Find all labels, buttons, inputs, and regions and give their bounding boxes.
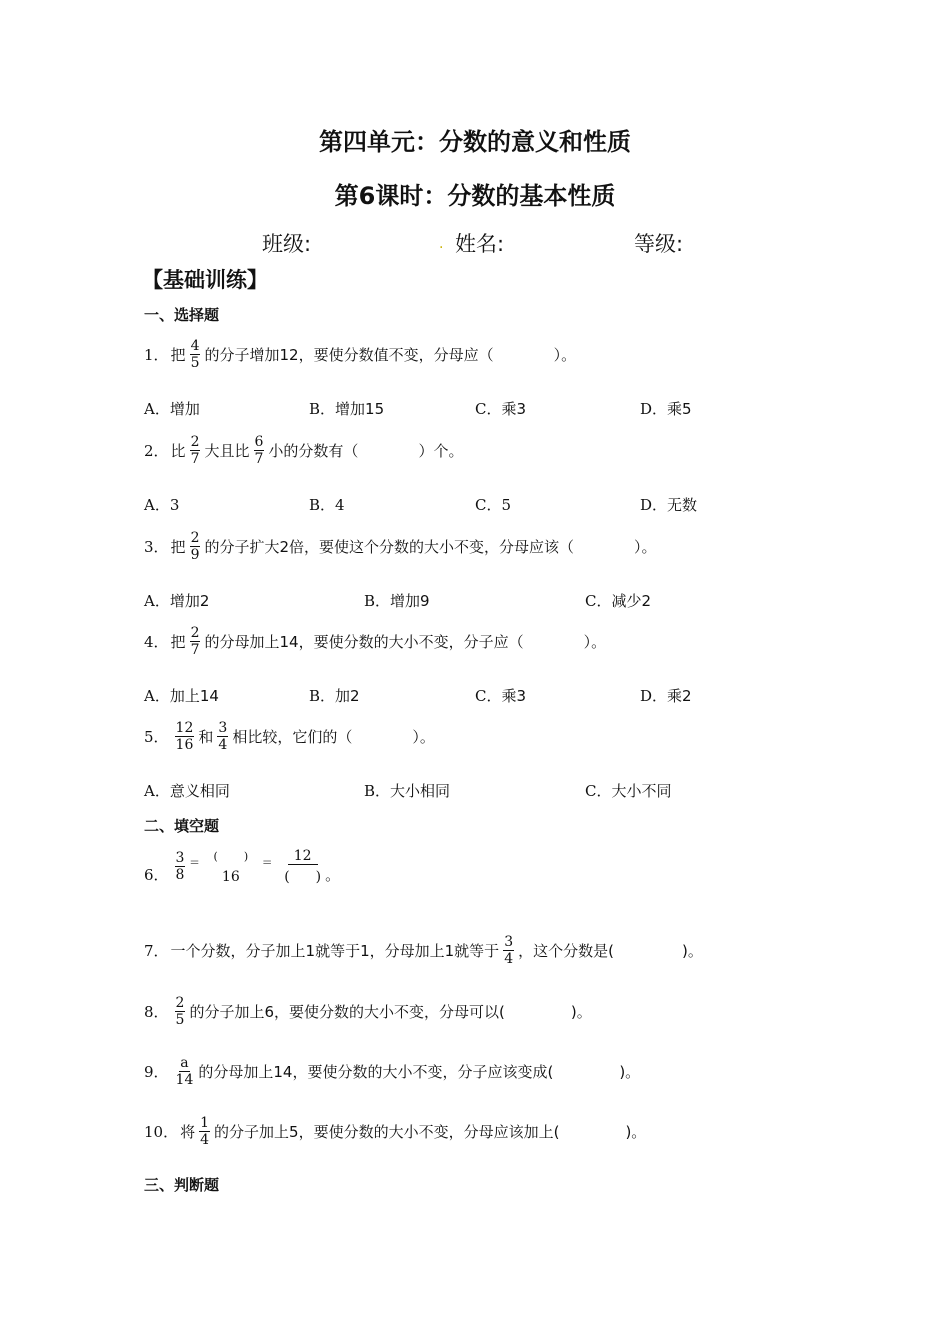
option-text: 大小不同 bbox=[611, 782, 672, 800]
fraction bbox=[175, 995, 186, 1028]
question-text: 的分母加上14，要使分数的大小不变，分子应（ bbox=[204, 633, 524, 651]
fraction-denominator: 7 bbox=[254, 451, 264, 467]
question-7 bbox=[144, 934, 703, 967]
part2-heading: 二、填空题 bbox=[144, 817, 220, 835]
fraction-numerator: 12 bbox=[288, 848, 318, 865]
option-text: 意义相同 bbox=[169, 782, 230, 800]
fraction-numerator: 3 bbox=[504, 934, 514, 950]
option-text: 3 bbox=[169, 496, 180, 514]
option-text: 乘2 bbox=[667, 687, 692, 705]
question-number: 4． bbox=[144, 633, 169, 651]
paren-open: ( bbox=[213, 849, 218, 863]
class-label: 班级: bbox=[262, 232, 312, 256]
fraction-denominator: 7 bbox=[190, 451, 200, 467]
fraction bbox=[190, 338, 201, 371]
fraction-blank-denominator bbox=[284, 848, 321, 885]
option-text: 加上14 bbox=[169, 687, 219, 705]
fraction-denominator: 14 bbox=[175, 1072, 194, 1088]
option-c[interactable] bbox=[475, 494, 511, 515]
option-b[interactable] bbox=[309, 494, 345, 515]
option-a[interactable] bbox=[144, 590, 209, 611]
fraction bbox=[503, 934, 514, 967]
question-number: 10． bbox=[144, 1123, 179, 1141]
fraction bbox=[254, 434, 265, 467]
fraction-numerator: 6 bbox=[254, 434, 264, 450]
question-4 bbox=[144, 625, 606, 658]
equals-sign: = bbox=[262, 854, 273, 869]
question-2 bbox=[144, 434, 463, 467]
question-8 bbox=[144, 995, 592, 1028]
part1-heading: 一、选择题 bbox=[144, 306, 220, 324]
question-text: 的分子加上6，要使分数的大小不变，分母可以( bbox=[189, 1003, 505, 1021]
option-label: A． bbox=[144, 782, 170, 800]
fraction bbox=[190, 434, 201, 467]
question-text: 将 bbox=[180, 1123, 196, 1141]
paren-close: ) bbox=[243, 849, 249, 863]
question-number: 7． bbox=[144, 942, 169, 960]
question-text: 把 bbox=[170, 633, 186, 651]
option-label: B． bbox=[309, 687, 336, 705]
name-label: 姓名: bbox=[455, 232, 505, 256]
part3-heading: 三、判断题 bbox=[144, 1176, 220, 1194]
question-text: 的分母加上14，要使分数的大小不变，分子应该变成( bbox=[198, 1063, 554, 1081]
option-label: A． bbox=[144, 400, 170, 418]
fraction bbox=[199, 1115, 210, 1148]
question-number: 6． bbox=[144, 866, 169, 884]
fraction bbox=[190, 625, 201, 658]
question-6 bbox=[144, 848, 340, 885]
fraction-denominator: 9 bbox=[190, 547, 200, 563]
option-text: 加2 bbox=[335, 687, 360, 705]
option-label: D． bbox=[640, 400, 668, 418]
fraction-denominator: 4 bbox=[504, 951, 514, 967]
option-text: 无数 bbox=[667, 496, 698, 514]
question-5 bbox=[144, 720, 435, 753]
fraction-denominator: 5 bbox=[190, 355, 200, 371]
fraction-denominator: 7 bbox=[190, 642, 200, 658]
option-c[interactable] bbox=[475, 685, 526, 706]
question-end: )。 bbox=[681, 942, 703, 960]
option-text: 乘5 bbox=[667, 400, 692, 418]
question-end: ）。 bbox=[412, 728, 435, 746]
fraction bbox=[217, 720, 228, 753]
option-label: D． bbox=[640, 687, 668, 705]
fraction-numerator: 3 bbox=[175, 850, 185, 866]
unit-title: 第四单元：分数的意义和性质 bbox=[319, 128, 631, 156]
option-b[interactable] bbox=[309, 398, 384, 419]
option-d[interactable] bbox=[640, 398, 692, 419]
fraction-numerator: 1 bbox=[200, 1115, 210, 1131]
paren-close: ) bbox=[315, 869, 322, 885]
option-text: 增加15 bbox=[335, 400, 385, 418]
question-end: 。 bbox=[325, 866, 341, 884]
question-number: 1． bbox=[144, 346, 169, 364]
option-a[interactable] bbox=[144, 494, 179, 515]
question-number: 3． bbox=[144, 538, 169, 556]
fraction-denominator: 16 bbox=[221, 868, 240, 885]
option-text: 减少2 bbox=[611, 592, 652, 610]
option-label: A． bbox=[144, 687, 170, 705]
fraction-numerator: 2 bbox=[190, 625, 200, 641]
fraction bbox=[175, 720, 195, 753]
option-c[interactable] bbox=[585, 590, 651, 611]
grade-label: 等级: bbox=[634, 232, 684, 256]
option-b[interactable] bbox=[364, 590, 430, 611]
option-text: 乘3 bbox=[501, 400, 527, 418]
fraction bbox=[175, 1055, 195, 1088]
fraction bbox=[190, 530, 201, 563]
question-text: 的分子加上5，要使分数的大小不变，分母应该加上( bbox=[214, 1123, 560, 1141]
separator-dot: . bbox=[439, 236, 444, 252]
question-10 bbox=[144, 1115, 646, 1148]
option-a[interactable] bbox=[144, 398, 200, 419]
option-label: C． bbox=[475, 400, 502, 418]
question-number: 5． bbox=[144, 728, 169, 746]
question-text: 大且比 bbox=[204, 442, 250, 460]
option-c[interactable] bbox=[475, 398, 526, 419]
equals-sign: = bbox=[189, 854, 200, 869]
option-label: C． bbox=[475, 496, 502, 514]
question-text: 相比较，它们的（ bbox=[232, 728, 353, 746]
option-label: C． bbox=[475, 687, 502, 705]
question-text: 比 bbox=[170, 442, 186, 460]
fraction-numerator: 3 bbox=[218, 720, 228, 736]
option-d[interactable] bbox=[640, 685, 692, 706]
option-a[interactable] bbox=[144, 685, 219, 706]
question-end: )。 bbox=[619, 1063, 641, 1081]
question-number: 8． bbox=[144, 1003, 169, 1021]
fraction-numerator: 12 bbox=[175, 720, 194, 736]
question-text: 把 bbox=[170, 346, 186, 364]
fraction-numerator: 4 bbox=[190, 338, 200, 354]
question-1 bbox=[144, 338, 576, 371]
question-end: ）。 bbox=[634, 538, 657, 556]
section-basic-training: 【基础训练】 bbox=[142, 268, 268, 292]
question-text: 把 bbox=[170, 538, 186, 556]
option-label: C． bbox=[585, 592, 612, 610]
fraction-numerator: a bbox=[180, 1055, 189, 1071]
option-b[interactable] bbox=[309, 685, 360, 706]
fraction-numerator: 2 bbox=[175, 995, 185, 1011]
option-label: C． bbox=[585, 782, 612, 800]
fraction-denominator[interactable] bbox=[284, 869, 321, 885]
option-label: B． bbox=[364, 592, 391, 610]
option-text: 乘3 bbox=[501, 687, 527, 705]
paren-open: ( bbox=[284, 869, 290, 885]
question-text: ，这个分数是( bbox=[518, 942, 614, 960]
fraction-denominator: 4 bbox=[200, 1132, 210, 1148]
question-end: )。 bbox=[570, 1003, 592, 1021]
option-c[interactable] bbox=[585, 780, 672, 801]
fraction bbox=[175, 850, 186, 883]
fraction-denominator: 16 bbox=[175, 737, 194, 753]
question-text: 小的分数有（ bbox=[268, 442, 359, 460]
option-text: 5 bbox=[501, 496, 512, 514]
question-text: 的分子扩大2倍，要使这个分数的大小不变，分母应该（ bbox=[204, 538, 575, 556]
option-text: 4 bbox=[335, 496, 345, 514]
question-end: ）。 bbox=[583, 633, 607, 651]
question-end: )。 bbox=[625, 1123, 647, 1141]
question-text: 的分子增加12，要使分数值不变，分母应（ bbox=[204, 346, 494, 364]
fraction-numerator[interactable] bbox=[214, 849, 249, 865]
fraction-denominator: 5 bbox=[175, 1012, 185, 1028]
option-text: 增加9 bbox=[390, 592, 430, 610]
option-d[interactable] bbox=[640, 494, 697, 515]
option-label: A． bbox=[144, 496, 170, 514]
question-text: 和 bbox=[198, 728, 214, 746]
option-text: 增加 bbox=[169, 400, 200, 418]
fraction-numerator: 2 bbox=[190, 530, 200, 546]
option-text: 大小相同 bbox=[390, 782, 451, 800]
option-label: A． bbox=[144, 592, 170, 610]
question-end: ）。 bbox=[553, 346, 577, 364]
lesson-title: 第6课时：分数的基本性质 bbox=[334, 182, 616, 210]
question-text: 一个分数，分子加上1就等于1，分母加上1就等于 bbox=[170, 942, 500, 960]
question-number: 9． bbox=[144, 1063, 169, 1081]
question-9 bbox=[144, 1055, 640, 1088]
question-3 bbox=[144, 530, 657, 563]
option-label: B． bbox=[309, 400, 336, 418]
fraction-denominator: 4 bbox=[218, 737, 228, 753]
fraction-numerator: 2 bbox=[190, 434, 200, 450]
fraction-blank-numerator bbox=[214, 849, 249, 885]
question-number: 2． bbox=[144, 442, 169, 460]
option-label: D． bbox=[640, 496, 668, 514]
question-end: ）个。 bbox=[418, 442, 464, 460]
fraction-denominator: 8 bbox=[175, 867, 185, 883]
option-b[interactable] bbox=[364, 780, 450, 801]
option-a[interactable] bbox=[144, 780, 230, 801]
option-label: B． bbox=[364, 782, 391, 800]
option-text: 增加2 bbox=[169, 592, 210, 610]
option-label: B． bbox=[309, 496, 336, 514]
